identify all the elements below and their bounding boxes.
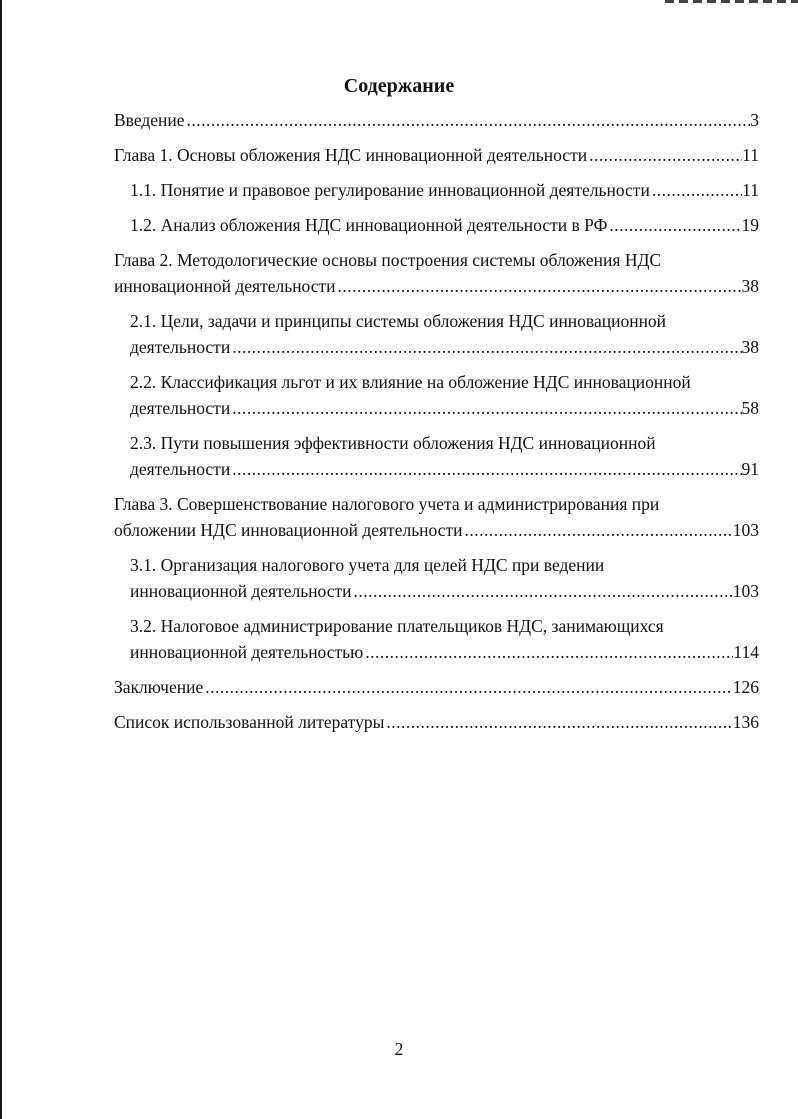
toc-dot-leader xyxy=(363,639,733,665)
toc-entry-section-1-1[interactable] xyxy=(114,177,759,203)
toc-entry-row xyxy=(114,709,759,735)
toc-page-number: 38 xyxy=(741,337,759,357)
toc-entry-title-line-2: инновационной деятельности xyxy=(130,581,352,601)
toc-entry-row xyxy=(130,456,759,482)
toc-entry-chapter-1[interactable] xyxy=(114,142,759,168)
scan-top-border xyxy=(665,0,798,3)
toc-entry-row xyxy=(114,107,759,133)
toc-page-number: 91 xyxy=(741,459,759,479)
toc-page-number: 58 xyxy=(741,398,759,418)
scan-left-border xyxy=(0,0,2,1119)
toc-dot-leader xyxy=(230,395,741,421)
toc-dot-leader xyxy=(463,517,733,543)
toc-dot-leader xyxy=(384,709,732,735)
toc-dot-leader xyxy=(230,334,741,360)
toc-entry-introduction[interactable] xyxy=(114,107,759,133)
toc-entry-row xyxy=(130,212,759,238)
toc-entry-row xyxy=(114,273,759,299)
toc-entry-title-line-1: 2.1. Цели, задачи и принципы системы обложения НДС инновационной xyxy=(130,311,667,331)
toc-entry-title: Список использованной литературы xyxy=(114,712,385,732)
toc-entry-title-line-1: Глава 2. Методологические основы построения системы обложения НДС xyxy=(114,250,662,270)
toc-entry-title-line-1: 3.1. Организация налогового учета для целей НДС при ведении xyxy=(130,555,605,575)
toc-entry-row xyxy=(130,639,759,665)
toc-dot-leader xyxy=(230,456,741,482)
toc-entry-title-line-1: 2.3. Пути повышения эффективности обложения НДС инновационной xyxy=(130,433,656,453)
page-footer-number: 2 xyxy=(394,1039,404,1059)
table-of-contents xyxy=(114,107,759,744)
toc-entry-title-line-2: инновационной деятельности xyxy=(114,276,336,296)
toc-entry-title-line-2: деятельности xyxy=(130,459,231,479)
toc-entry-bibliography[interactable] xyxy=(114,709,759,735)
toc-entry-conclusion[interactable] xyxy=(114,674,759,700)
toc-dot-leader xyxy=(336,273,742,299)
toc-entry-title: 1.1. Понятие и правовое регулирование инновационной деятельности xyxy=(130,180,650,200)
toc-dot-leader xyxy=(352,578,733,604)
toc-entry-section-3-1[interactable] xyxy=(114,552,759,604)
toc-entry-title-line-2: обложении НДС инновационной деятельности xyxy=(114,520,463,540)
toc-entry-chapter-2[interactable] xyxy=(114,247,759,299)
toc-dot-leader xyxy=(650,177,742,203)
toc-entry-row xyxy=(130,578,759,604)
toc-entry-title-line-1: 3.2. Налоговое администрирование плательщиков НДС, занимающихся xyxy=(130,616,664,636)
toc-entry-row xyxy=(130,334,759,360)
toc-entry-chapter-3[interactable] xyxy=(114,491,759,543)
toc-entry-section-1-2[interactable] xyxy=(114,212,759,238)
toc-page-number: 103 xyxy=(732,520,759,540)
toc-entry-title: Заключение xyxy=(114,677,204,697)
toc-entry-row xyxy=(114,517,759,543)
toc-page-number: 3 xyxy=(750,110,759,130)
toc-entry-section-3-2[interactable] xyxy=(114,613,759,665)
toc-entry-section-2-1[interactable] xyxy=(114,308,759,360)
toc-entry-title-line-1: 2.2. Классификация льгот и их влияние на обложение НДС инновационной xyxy=(130,372,691,392)
toc-page-number: 19 xyxy=(741,215,759,235)
toc-entry-section-2-2[interactable] xyxy=(114,369,759,421)
toc-dot-leader xyxy=(607,212,741,238)
toc-page-number: 126 xyxy=(732,677,759,697)
toc-entry-title-line-1: Глава 3. Совершенствование налогового учета и администрирования при xyxy=(114,494,660,514)
toc-page-number: 38 xyxy=(741,276,759,296)
toc-entry-row xyxy=(114,674,759,700)
toc-entry-row xyxy=(114,142,759,168)
toc-entry-section-2-3[interactable] xyxy=(114,430,759,482)
toc-entry-title: 1.2. Анализ обложения НДС инновационной деятельности в РФ xyxy=(130,215,608,235)
toc-entry-title: Глава 1. Основы обложения НДС инновационной деятельности xyxy=(114,145,588,165)
toc-entry-title-line-2: деятельности xyxy=(130,398,231,418)
toc-entry-title: Введение xyxy=(114,110,185,130)
toc-entry-title-line-2: инновационной деятельностью xyxy=(130,642,364,662)
toc-dot-leader xyxy=(203,674,733,700)
toc-entry-row xyxy=(130,177,759,203)
toc-page-number: 136 xyxy=(732,712,759,732)
toc-entry-title-line-2: деятельности xyxy=(130,337,231,357)
toc-dot-leader xyxy=(587,142,742,168)
toc-page-number: 11 xyxy=(742,145,759,165)
toc-entry-row xyxy=(130,395,759,421)
page-title: Содержание xyxy=(343,75,455,97)
toc-page-number: 114 xyxy=(733,642,759,662)
toc-dot-leader xyxy=(185,107,751,133)
toc-page-number: 103 xyxy=(732,581,759,601)
toc-page-number: 11 xyxy=(742,180,759,200)
